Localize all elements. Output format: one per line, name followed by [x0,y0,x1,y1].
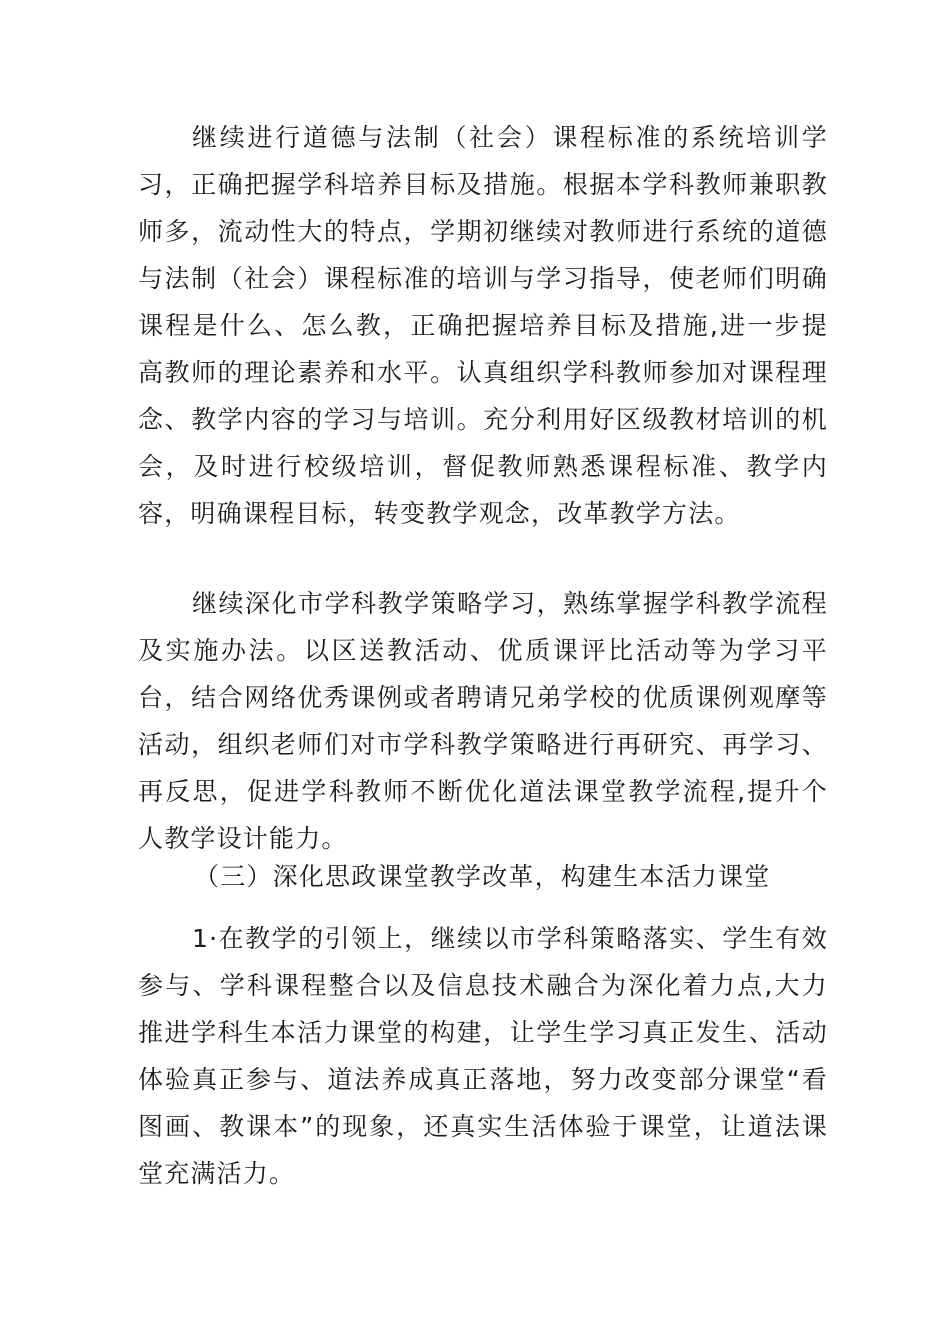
section-heading-3: （三）深化思政课堂教学改革，构建生本活力课堂 [194,862,771,891]
paragraph-teaching-strategy: 继续深化市学科教学策略学习，熟练掌握学科教学流程及实施办法。以区送教活动、优质课评比活动等为学习平台，结合网络优秀课例或者聘请兄弟学校的优质课例观摩等活动，组织老师们对市学科教学策略进行再研究、再学习、再反思，促进学科教师不断优化道法课堂教学流程,提升个人教学设计能力。 [138,589,828,853]
paragraph-course-standard-training: 继续进行道德与法制（社会）课程标准的系统培训学习，正确把握学科培养目标及措施。根据本学科教师兼职教师多，流动性大的特点，学期初继续对教师进行系统的道德与法制（社会）课程标准的培训与学习指导，使老师们明确课程是什么、怎么教，正确把握培养目标及措施,进一步提高教师的理论素养和水平。认真组织学科教师参加对课程理念、教学内容的学习与培训。充分利用好区级教材培训的机会，及时进行校级培训，督促教师熟悉课程标准、教学内容，明确课程目标，转变教学观念，改革教学方法。 [138,123,828,528]
paragraph-teaching-guidance: 1·在教学的引领上，继续以市学科策略落实、学生有效参与、学科课程整合以及信息技术融合为深化着力点,大力推进学科生本活力课堂的构建，让学生学习真正发生、活动体验真正参与、道法养成真正落地，努力改变部分课堂“看图画、教课本”的现象，还真实生活体验于课堂，让道法课堂充满活力。 [138,924,828,1188]
